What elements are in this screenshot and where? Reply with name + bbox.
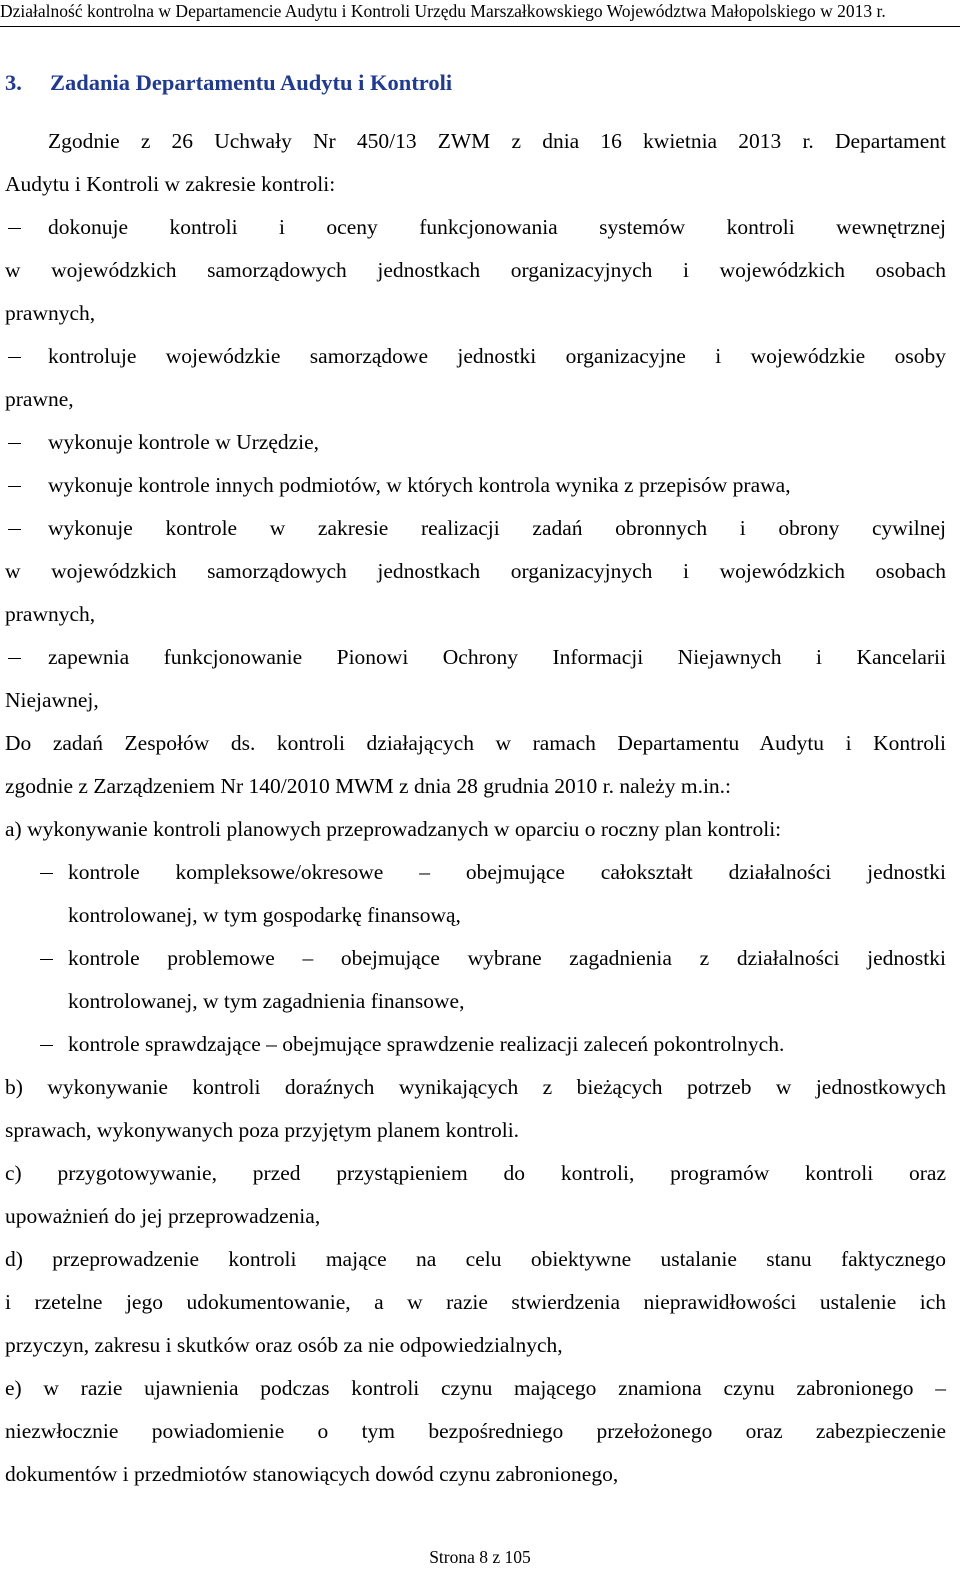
list-dash-icon [8,658,21,659]
text-line: wykonuje kontrole innych podmiotów, w których kontrola wynika z przepisów prawa, [48,473,791,497]
running-header: Działalność kontrolna w Departamencie Audytu i Kontroli Urzędu Marszałkowskiego Województwa Małopolskiego w 2013 r. [0,1,886,21]
text-line: Audytu i Kontroli w zakresie kontroli: [5,172,336,196]
text-line: dokonuje kontroli i oceny funkcjonowania systemów kontroli wewnętrznej [48,215,946,239]
text-line: Do zadań Zespołów ds. kontroli działających w ramach Departamentu Audytu i Kontroli [5,731,946,755]
section-title: Zadania Departamentu Audytu i Kontroli [50,70,453,95]
text-line: kontrolowanej, w tym gospodarkę finansową, [68,903,461,927]
text-line: przyczyn, zakresu i skutków oraz osób za nie odpowiedzialnych, [5,1333,563,1357]
text-line: prawne, [5,387,74,411]
text-line: prawnych, [5,301,96,325]
text-line: kontroluje wojewódzkie samorządowe jednostki organizacyjne i wojewódzkie osoby [48,344,946,368]
text-line: wykonuje kontrole w zakresie realizacji zadań obronnych i obrony cywilnej [48,516,946,540]
text-line: d) przeprowadzenie kontroli mające na celu obiektywne ustalanie stanu faktycznego [5,1247,946,1271]
list-dash-icon [8,228,21,229]
text-line: dokumentów i przedmiotów stanowiących dowód czynu zabronionego, [5,1462,619,1486]
text-line: kontrole kompleksowe/okresowe – obejmujące całokształt działalności jednostki [68,860,946,884]
list-dash-icon [40,959,53,960]
text-line: i rzetelne jego udokumentowanie, a w razie stwierdzenia nieprawidłowości ustalenie ich [5,1290,946,1314]
list-dash-icon [8,443,21,444]
text-line: kontrolowanej, w tym zagadnienia finansowe, [68,989,465,1013]
text-line: zapewnia funkcjonowanie Pionowi Ochrony Informacji Niejawnych i Kancelarii [48,645,946,669]
text-line: wykonuje kontrole w Urzędzie, [48,430,320,454]
text-line: zgodnie z Zarządzeniem Nr 140/2010 MWM z dnia 28 grudnia 2010 r. należy m.in.: [5,774,732,798]
text-line: upoważnień do jej przeprowadzenia, [5,1204,321,1228]
text-line: c) przygotowywanie, przed przystąpieniem do kontroli, programów kontroli oraz [5,1161,946,1185]
text-line: a) wykonywanie kontroli planowych przeprowadzanych w oparciu o roczny plan kontroli: [5,817,782,841]
list-dash-icon [40,1045,53,1046]
text-line: niezwłocznie powiadomienie o tym bezpośredniego przełożonego oraz zabezpieczenie [5,1419,946,1443]
text-line: kontrole problemowe – obejmujące wybrane zagadnienia z działalności jednostki [68,946,946,970]
text-line: kontrole sprawdzające – obejmujące sprawdzenie realizacji zaleceń pokontrolnych. [68,1032,785,1056]
text-line: Zgodnie z 26 Uchwały Nr 450/13 ZWM z dnia 16 kwietnia 2013 r. Departament [48,129,946,153]
list-dash-icon [8,486,21,487]
section-heading [5,70,452,96]
list-dash-icon [40,873,53,874]
header-rule [0,26,960,27]
section-number: 3. [5,70,22,95]
list-dash-icon [8,357,21,358]
text-line: w wojewódzkich samorządowych jednostkach organizacyjnych i wojewódzkich osobach [5,258,946,282]
page-number: Strona 8 z 105 [429,1547,531,1567]
list-dash-icon [8,529,21,530]
text-line: w wojewódzkich samorządowych jednostkach organizacyjnych i wojewódzkich osobach [5,559,946,583]
text-line: Niejawnej, [5,688,99,712]
text-line: sprawach, wykonywanych poza przyjętym planem kontroli. [5,1118,520,1142]
text-line: b) wykonywanie kontroli doraźnych wynikających z bieżących potrzeb w jednostkowych [5,1075,946,1099]
text-line: prawnych, [5,602,96,626]
text-line: e) w razie ujawnienia podczas kontroli czynu mającego znamiona czynu zabronionego – [5,1376,946,1400]
